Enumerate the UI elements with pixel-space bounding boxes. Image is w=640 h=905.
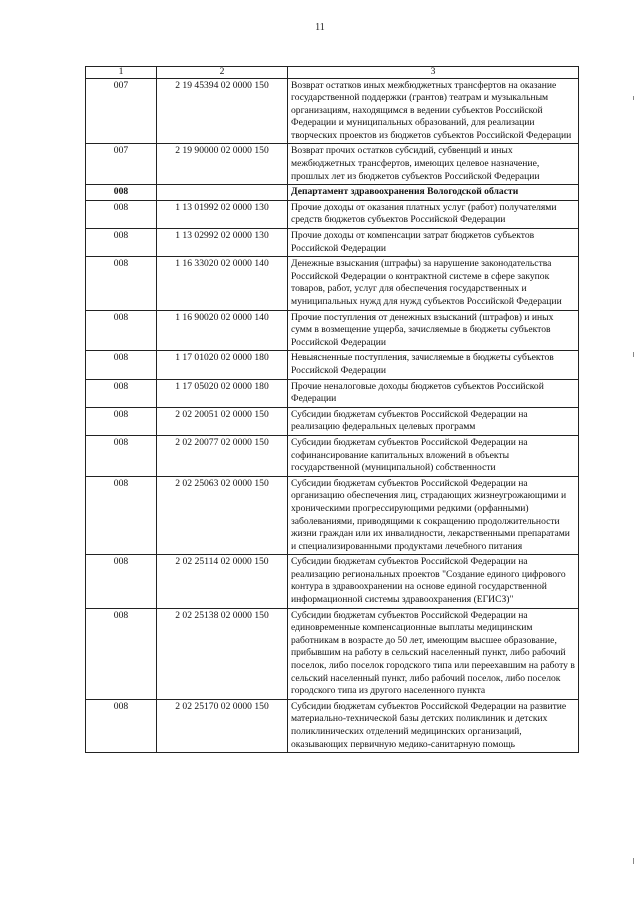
cell-budget-classification-code: 2 02 25063 02 0000 150 <box>157 476 288 555</box>
cell-revenue-name: Невыясненные поступления, зачисляемые в бюджеты субъектов Российской Федерации <box>288 351 579 379</box>
cell-revenue-name: Возврат прочих остатков субсидий, субвенций и иных межбюджетных трансфертов, имеющих целевое назначение, прошлых лет из бюджетов субъектов Российской Федерации <box>288 144 579 185</box>
cell-revenue-name: Субсидии бюджетам субъектов Российской Федерации на софинансирование капитальных вложений в объекты государственной (муниципальной) собственности <box>288 435 579 476</box>
cell-admin-code: 008 <box>86 379 157 407</box>
cell-revenue-name: Прочие доходы от компенсации затрат бюджетов субъектов Российской Федерации <box>288 229 579 257</box>
page-number: 11 <box>315 22 325 33</box>
table-body <box>86 78 579 753</box>
cell-revenue-name: Департамент здравоохранения Вологодской области <box>288 185 579 201</box>
column-header-3: 3 <box>288 67 579 79</box>
scan-margin-mark <box>633 352 634 357</box>
table-row <box>86 699 579 752</box>
cell-admin-code: 008 <box>86 476 157 555</box>
cell-revenue-name: Субсидии бюджетам субъектов Российской Федерации на реализацию региональных проектов "Создание единого цифрового контура в здравоохранении на основе единой государственной информационной системы здравоохранения (ЕГИСЗ)" <box>288 555 579 608</box>
cell-budget-classification-code: 2 19 45394 02 0000 150 <box>157 78 288 144</box>
column-header-2: 2 <box>157 67 288 79</box>
cell-admin-code: 008 <box>86 310 157 351</box>
table-row <box>86 310 579 351</box>
table-row <box>86 476 579 555</box>
table-row <box>86 200 579 228</box>
cell-revenue-name: Прочие доходы от оказания платных услуг (работ) получателями средств бюджетов субъектов Российской Федерации <box>288 200 579 228</box>
column-header-1: 1 <box>86 67 157 79</box>
table-row <box>86 185 579 201</box>
cell-admin-code: 007 <box>86 144 157 185</box>
cell-budget-classification-code: 2 02 25138 02 0000 150 <box>157 608 288 699</box>
table-row <box>86 257 579 310</box>
cell-admin-code: 008 <box>86 435 157 476</box>
cell-budget-classification-code: 1 13 01992 02 0000 130 <box>157 200 288 228</box>
cell-budget-classification-code: 2 02 20051 02 0000 150 <box>157 407 288 435</box>
cell-admin-code: 008 <box>86 185 157 201</box>
cell-admin-code: 008 <box>86 608 157 699</box>
cell-budget-classification-code: 1 16 90020 02 0000 140 <box>157 310 288 351</box>
cell-budget-classification-code: 2 02 20077 02 0000 150 <box>157 435 288 476</box>
cell-revenue-name: Прочие неналоговые доходы бюджетов субъектов Российской Федерации <box>288 379 579 407</box>
cell-admin-code: 008 <box>86 200 157 228</box>
cell-budget-classification-code <box>157 185 288 201</box>
cell-budget-classification-code: 1 17 05020 02 0000 180 <box>157 379 288 407</box>
cell-admin-code: 007 <box>86 78 157 144</box>
table-row <box>86 229 579 257</box>
cell-admin-code: 008 <box>86 699 157 752</box>
cell-budget-classification-code: 2 02 25114 02 0000 150 <box>157 555 288 608</box>
table-row <box>86 351 579 379</box>
scan-margin-mark <box>633 858 634 864</box>
cell-admin-code: 008 <box>86 229 157 257</box>
cell-revenue-name: Прочие поступления от денежных взысканий (штрафов) и иных сумм в возмещение ущерба, зачисляемые в бюджеты субъектов Российской Федерации <box>288 310 579 351</box>
table-header-row <box>86 67 579 79</box>
table-row <box>86 555 579 608</box>
cell-revenue-name: Субсидии бюджетам субъектов Российской Федерации на развитие материально-технической базы детских поликлиник и детских поликлинических отделений медицинских организаций, оказывающих первичную медико-санитарную помощь <box>288 699 579 752</box>
cell-revenue-name: Субсидии бюджетам субъектов Российской Федерации на организацию обеспечения лиц, страдающих жизнеугрожающими и хроническими прогрессирующими редкими (орфанными) заболеваниями, приводящими к сокращению продолжительности жизни граждан или их инвалидности, лекарственными препаратами и специализированными продуктами лечебного питания <box>288 476 579 555</box>
cell-admin-code: 008 <box>86 407 157 435</box>
cell-budget-classification-code: 2 02 25170 02 0000 150 <box>157 699 288 752</box>
table-row <box>86 379 579 407</box>
cell-budget-classification-code: 2 19 90000 02 0000 150 <box>157 144 288 185</box>
cell-revenue-name: Денежные взыскания (штрафы) за нарушение законодательства Российской Федерации о контрактной системе в сфере закупок товаров, работ, услуг для обеспечения государственных и муниципальных нужд для нужд субъектов Российской Федерации <box>288 257 579 310</box>
cell-budget-classification-code: 1 16 33020 02 0000 140 <box>157 257 288 310</box>
table-row <box>86 435 579 476</box>
cell-budget-classification-code: 1 13 02992 02 0000 130 <box>157 229 288 257</box>
table-row <box>86 144 579 185</box>
cell-budget-classification-code: 1 17 01020 02 0000 180 <box>157 351 288 379</box>
cell-revenue-name: Возврат остатков иных межбюджетных трансфертов на оказание государственной поддержки (грантов) театрам и музыкальным организациям, находящимся в ведении субъектов Российской Федерации и муниципальных образований, для реализации творческих проектов из бюджетов субъектов Российской Федерации <box>288 78 579 144</box>
table-row <box>86 608 579 699</box>
table-row <box>86 407 579 435</box>
cell-revenue-name: Субсидии бюджетам субъектов Российской Федерации на единовременные компенсационные выплаты медицинским работникам в возрасте до 50 лет, имеющим высшее образование, прибывшим на работу в сельский населенный пункт, либо рабочий поселок, либо поселок городского типа или переехавшим на работу в сельский населенный пункт, либо рабочий поселок, либо поселок городского типа из другого населенного пункта <box>288 608 579 699</box>
budget-codes-table <box>85 66 579 753</box>
scan-margin-mark <box>633 96 634 100</box>
cell-revenue-name: Субсидии бюджетам субъектов Российской Федерации на реализацию федеральных целевых программ <box>288 407 579 435</box>
cell-admin-code: 008 <box>86 555 157 608</box>
cell-admin-code: 008 <box>86 257 157 310</box>
table-row <box>86 78 579 144</box>
cell-admin-code: 008 <box>86 351 157 379</box>
